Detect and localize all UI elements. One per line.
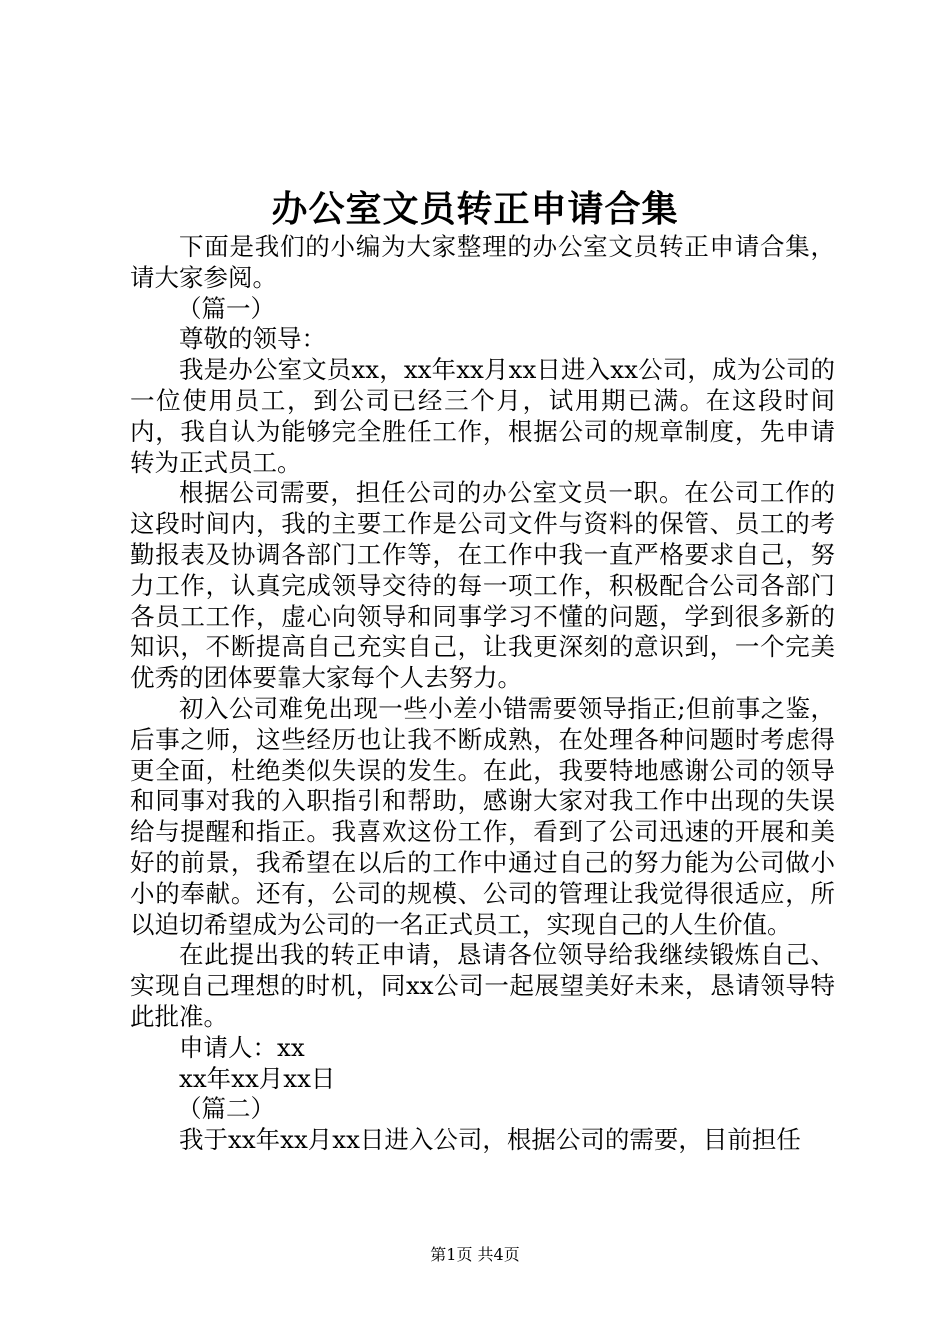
document-title: 办公室文员转正申请合集 <box>271 188 679 230</box>
body-paragraph: 我是办公室文员xx，xx年xx月xx日进入xx公司，成为公司的一位使用员工，到公司已经三个月，试用期已满。在这段时间内，我自认为能够完全胜任工作，根据公司的规章制度，先申请转为正式员工。 <box>130 355 835 477</box>
date-line: xx年xx月xx日 <box>179 1063 336 1093</box>
applicant-line: 申请人：xx <box>179 1032 305 1062</box>
section-heading-1: （篇一） <box>177 293 275 323</box>
intro-paragraph: 下面是我们的小编为大家整理的办公室文员转正申请合集，请大家参阅。 <box>130 232 835 292</box>
document-body <box>130 232 835 1156</box>
body-paragraph: 初入公司难免出现一些小差小错需要领导指正;但前事之鉴，后事之师，这些经历也让我不断成熟，在处理各种问题时考虑得更全面，杜绝类似失误的发生。在此，我要特地感谢公司的领导和同事对我的入职指引和帮助，感谢大家对我工作中出现的失误给与提醒和指正。我喜欢这份工作，看到了公司迅速的开展和美好的前景，我希望在以后的工作中通过自己的努力能为公司做小小的奉献。还有，公司的规模、公司的管理让我觉得很适应，所以迫切希望成为公司的一名正式员工，实现自己的人生价值。 <box>130 693 835 939</box>
body-paragraph: 我于xx年xx月xx日进入公司，根据公司的需要，目前担任 <box>179 1125 801 1155</box>
page-footer: 第1页 共4页 <box>430 1245 520 1264</box>
salutation: 尊敬的领导： <box>179 324 326 354</box>
body-paragraph: 根据公司需要，担任公司的办公室文员一职。在公司工作的这段时间内，我的主要工作是公司文件与资料的保管、员工的考勤报表及协调各部门工作等，在工作中我一直严格要求自己，努力工作，认真完成领导交待的每一项工作，积极配合公司各部门各员工工作，虚心向领导和同事学习不懂的问题，学到很多新的知识，不断提高自己充实自己，让我更深刻的意识到，一个完美优秀的团体要靠大家每个人去努力。 <box>130 478 835 693</box>
body-paragraph: 在此提出我的转正申请，恳请各位领导给我继续锻炼自己、实现自己理想的时机，同xx公司一起展望美好未来，恳请领导特此批准。 <box>130 940 835 1031</box>
section-heading-2: （篇二） <box>177 1094 275 1124</box>
